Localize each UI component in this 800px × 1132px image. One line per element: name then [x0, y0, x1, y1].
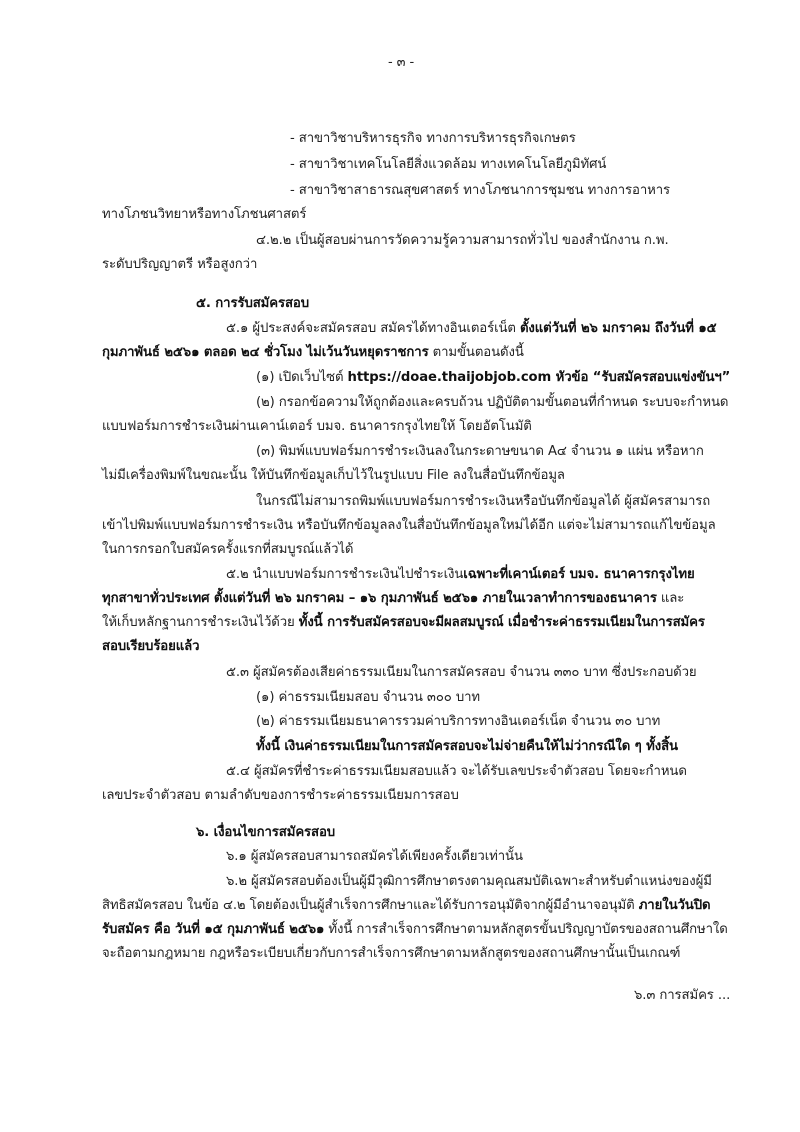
- paragraph-line: [256, 369, 730, 387]
- paragraph-line: ไม่มีเครื่องพิมพ์ในขณะนั้น ให้บันทึกข้อมูลเก็บไว้ในรูปแบบ File ลงในสื่อบันทึกข้อมูล: [102, 468, 565, 483]
- text-run: ให้เก็บหลักฐานการชำระเงินไว้ด้วย: [102, 615, 299, 630]
- fee-warning: ทั้งนี้ เงินค่าธรรมเนียมในการสมัครสอบจะไม่จ่ายคืนให้ไม่ว่ากรณีใด ๆ ทั้งสิ้น: [256, 739, 678, 754]
- section-heading: ๕. การรับสมัครสอบ: [196, 296, 309, 311]
- paragraph-line: ๖.๑ ผู้สมัครสอบสามารถสมัครได้เพียงครั้งเดียวเท่านั้น: [226, 849, 523, 864]
- paragraph-line: (๓) พิมพ์แบบฟอร์มการชำระเงินลงในกระดาษขนาด A๔ จำนวน ๑ แผ่น หรือหาก: [256, 444, 704, 459]
- bold-text-run: กุมภาพันธ์ ๒๕๖๑ ตลอด ๒๔ ชั่วโมง ไม่เว้นวันหยุดราชการ: [102, 345, 429, 360]
- text-run: (๑) เปิดเว็บไซต์: [256, 370, 348, 385]
- paragraph-line: [102, 921, 728, 939]
- continuation-marker: ๖.๓ การสมัคร ...: [634, 988, 731, 1003]
- section-heading: ๖. เงื่อนไขการสมัครสอบ: [196, 825, 336, 840]
- bold-text-run: รับสมัคร คือ วันที่ ๑๕ กุมภาพันธ์ ๒๕๖๑: [102, 922, 325, 937]
- bold-text-run: ตั้งแต่วันที่ ๒๖ มกราคม ถึงวันที่ ๑๕: [519, 321, 717, 336]
- list-item: - สาขาวิชาบริหารธุรกิจ ทางการบริหารธุรกิจเกษตร: [290, 131, 576, 146]
- text-run: ๕.๒ นำแบบฟอร์มการชำระเงินไปชำระเงิน: [226, 567, 464, 582]
- paragraph-line: [226, 566, 695, 584]
- text-run: ทั้งนี้ การสำเร็จการศึกษาตามหลักสูตรขั้นปริญญาบัตรของสถานศึกษาใด: [324, 922, 728, 937]
- paragraph-line: ระดับปริญญาตรี หรือสูงกว่า: [102, 257, 258, 272]
- bold-text-run: ทุกสาขาทั่วประเทศ ตั้งแต่วันที่ ๒๖ มกราคม – ๑๖ กุมภาพันธ์ ๒๕๖๑ ภายในเวลาทำการของธนาคาร: [102, 591, 657, 606]
- paragraph-line: เลขประจำตัวสอบ ตามลำดับของการชำระค่าธรรมเนียมการสอบ: [102, 788, 459, 803]
- paragraph-line: [102, 344, 524, 362]
- paragraph-line: สอบเรียบร้อยแล้ว: [102, 639, 200, 654]
- bold-text-run: ภายในวันปิด: [638, 898, 711, 913]
- page-number: - ๓ -: [388, 55, 415, 70]
- paragraph-line: [102, 897, 710, 915]
- fee-item: (๑) ค่าธรรมเนียมสอบ จำนวน ๓๐๐ บาท: [256, 690, 480, 705]
- paragraph-line: ในกรณีไม่สามารถพิมพ์แบบฟอร์มการชำระเงินหรือบันทึกข้อมูลได้ ผู้สมัครสามารถ: [256, 494, 711, 509]
- list-item: - สาขาวิชาเทคโนโลยีสิ่งแวดล้อม ทางเทคโนโลยีภูมิทัศน์: [290, 157, 607, 172]
- paragraph-line: ๖.๒ ผู้สมัครสอบต้องเป็นผู้มีวุฒิการศึกษาตรงตามคุณสมบัติเฉพาะสำหรับตำแหน่งของผู้มี: [226, 874, 712, 889]
- paragraph-line: [226, 320, 717, 338]
- paragraph-line: จะถือตามกฎหมาย กฎหรือระเบียบเกี่ยวกับการสำเร็จการศึกษาตามหลักสูตรของสถานศึกษานั้นเป็นเกณฑ์: [102, 946, 681, 961]
- bold-text-run: เฉพาะที่เคาน์เตอร์ บมจ. ธนาคารกรุงไทย: [463, 567, 695, 582]
- paragraph-line: ในการกรอกใบสมัครครั้งแรกที่สมบูรณ์แล้วได้: [102, 542, 354, 557]
- paragraph-line: [102, 614, 705, 632]
- text-run: ๕.๑ ผู้ประสงค์จะสมัครสอบ สมัครได้ทางอินเตอร์เน็ต: [226, 321, 520, 336]
- paragraph-line: [102, 590, 684, 608]
- paragraph-line: ๔.๒.๒ เป็นผู้สอบผ่านการวัดความรู้ความสามารถทั่วไป ของสำนักงาน ก.พ.: [256, 233, 669, 248]
- website-link[interactable]: https://doae.thaijobjob.com หัวข้อ “รับสมัครสอบแข่งขันฯ”: [347, 370, 731, 385]
- paragraph-line: ๕.๓ ผู้สมัครต้องเสียค่าธรรมเนียมในการสมัครสอบ จำนวน ๓๓๐ บาท ซึ่งประกอบด้วย: [226, 665, 697, 680]
- paragraph-line: แบบฟอร์มการชำระเงินผ่านเคาน์เตอร์ บมจ. ธนาคารกรุงไทยให้ โดยอัตโนมัติ: [102, 419, 532, 434]
- paragraph-line: (๒) กรอกข้อความให้ถูกต้องและครบถ้วน ปฏิบัติตามขั้นตอนที่กำหนด ระบบจะกำหนด: [256, 395, 729, 410]
- text-run: สิทธิสมัครสอบ ในข้อ ๔.๒ โดยต้องเป็นผู้สำเร็จการศึกษาและได้รับการอนุมัติจากผู้มีอำนาจอนุมัติ: [102, 898, 639, 913]
- text-run: ตามขั้นตอนดังนี้: [428, 345, 524, 360]
- list-item-continuation: ทางโภชนวิทยาหรือทางโภชนศาสตร์: [102, 207, 307, 222]
- list-item: - สาขาวิชาสาธารณสุขศาสตร์ ทางโภชนาการชุมชน ทางการอาหาร: [290, 183, 671, 198]
- paragraph-line: เข้าไปพิมพ์แบบฟอร์มการชำระเงิน หรือบันทึกข้อมูลลงในสื่อบันทึกข้อมูลใหม่ได้อีก แต่จะไม่สามารถแก้ไขข้อมูล: [102, 518, 716, 533]
- fee-item: (๒) ค่าธรรมเนียมธนาคารรวมค่าบริการทางอินเตอร์เน็ต จำนวน ๓๐ บาท: [256, 714, 661, 729]
- paragraph-line: ๕.๔ ผู้สมัครที่ชำระค่าธรรมเนียมสอบแล้ว จะได้รับเลขประจำตัวสอบ โดยจะกำหนด: [226, 764, 687, 779]
- bold-text-run: ทั้งนี้ การรับสมัครสอบจะมีผลสมบูรณ์ เมื่อชำระค่าธรรมเนียมในการสมัคร: [298, 615, 705, 630]
- text-run: และ: [656, 591, 685, 606]
